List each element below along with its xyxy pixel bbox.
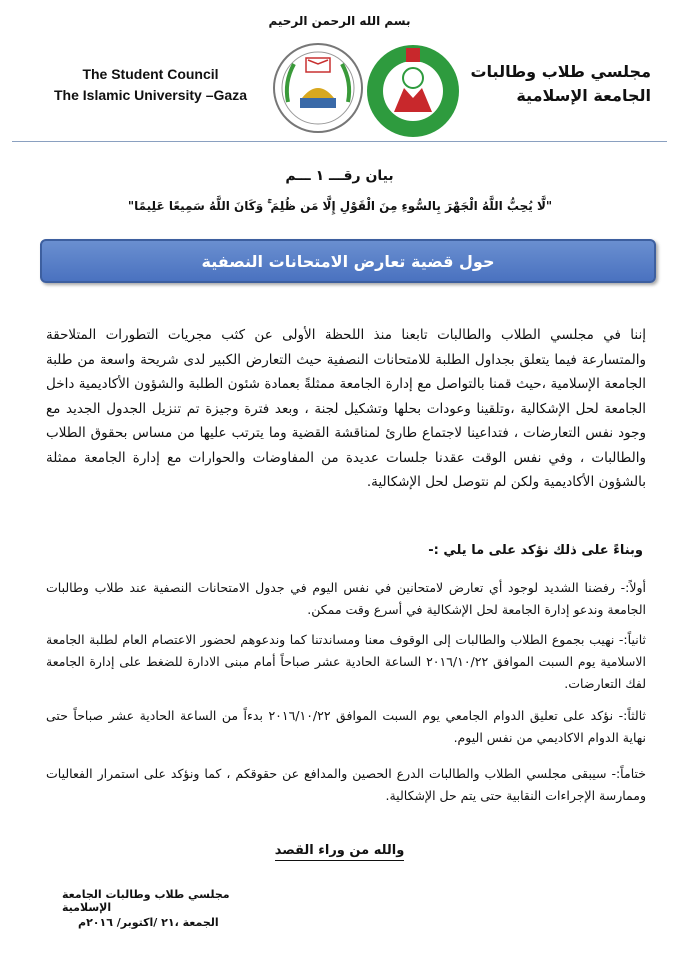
point-third-text: ثالثاً:- نؤكد على تعليق الدوام الجامعي يوم السبت الموافق ٢٠١٦/١٠/٢٢ بدءاً من الساعة الحادية عشر صباحاً حتى نهاية الدوام الاكاديمي من نفس اليوم.	[46, 708, 646, 745]
closing-text: والله من وراء القصد	[275, 843, 405, 861]
header-divider	[12, 141, 667, 142]
arabic-header-line2: الجامعة الإسلامية	[516, 86, 651, 105]
lead-line: وبناءً على ذلك نؤكد على ما يلي :-	[428, 543, 643, 558]
signature: مجلسي طلاب وطالبات الجامعة الإسلامية	[62, 888, 230, 914]
point-closing	[46, 763, 646, 807]
arabic-header-line1: مجلسي طلاب وطالبات	[470, 62, 651, 81]
intro-paragraph	[46, 323, 646, 495]
date-line: الجمعة ،٢١ /اكتوبر/ ٢٠١٦م	[78, 916, 219, 929]
male-council-emblem	[364, 42, 462, 140]
female-council-logo	[272, 42, 364, 138]
statement-title-bar	[40, 239, 656, 283]
point-second	[46, 629, 646, 695]
basmala: بسم الله الرحمن الرحيم	[268, 14, 411, 28]
intro-text: إننا في مجلسي الطلاب والطالبات تابعنا منذ اللحظة الأولى عن كثب مجريات التطورات المتلاحقة والمتسارعة فيما يتعلق بجداول الطلبة للامتحانات النصفية حيث التعارض الكبير لدى شريحة واسعة من طلبة الجامعة الإسلامية ،حيث قمنا بالتواصل مع إدارة الجامعة ممثلةً بعمادة شئون الطلبة والشؤون الأكاديمية داخل الجامعة لحل الإشكالية ،وتلقينا وعودات بحلها وتشكيل لجنة ، وبعد فترة وجيزة تم تنزيل الجدول الجديد مع وجود نفس التعارضات ، فتداعينا لاجتماع طارئ لمناقشة القضية وما يترتب عليها من مساس بحقوق الطلاب والطالبات ، وفي نفس الوقت عقدنا جلسات عديدة من المفاوضات والحوارات مع إدارة الجامعة ممثلة بالشؤون الأكاديمية ولكن لم نتوصل لحل الإشكالية.	[46, 327, 646, 490]
english-header	[28, 64, 273, 106]
closing-line	[0, 843, 679, 858]
statement-title: حول قضية تعارض الامتحانات النصفية	[201, 251, 495, 271]
point-first	[46, 577, 646, 621]
quran-verse: "لَّا يُحِبُّ اللَّهُ الْجَهْرَ بِالسُّوءِ مِنَ الْقَوْلِ إِلَّا مَن ظُلِمَ ۚ وَكَانَ اللَّهُ سَمِيعًا عَلِيمًا"	[127, 199, 553, 213]
female-council-emblem	[272, 42, 364, 134]
english-header-line2: The Islamic University –Gaza	[54, 87, 247, 103]
english-header-line1: The Student Council	[82, 66, 219, 82]
arabic-header	[451, 60, 651, 108]
point-closing-text: ختاماً:- سيبقى مجلسي الطلاب والطالبات الدرع الحصين والمدافع عن حقوقكم ، كما ونؤكد على استمرار الفعاليات وممارسة الإجراءات النقابية حتى يتم حل الإشكالية.	[46, 766, 646, 803]
male-council-logo	[364, 42, 462, 144]
point-second-text: ثانياً:- نهيب بجموع الطلاب والطالبات إلى الوقوف معنا ومساندتنا كما وندعوهم لحضور الاعتصام العام لطلبة الجامعة الاسلامية يوم السبت الموافق ٢٠١٦/١٠/٢٢ الساعة الحادية عشر صباحاً أمام مبنى الادارة للضغط على إدارة الجامعة لفك التعارضات.	[46, 632, 647, 691]
point-third	[46, 705, 646, 749]
point-first-text: أولاً:- رفضنا الشديد لوجود أي تعارض لامتحانين في نفس اليوم في جدول الامتحانات النصفية عند طلاب وطالبات الجامعة وندعو إدارة الجامعة لحل الإشكالية في أسرع وقت ممكن.	[46, 580, 646, 617]
statement-number: بيان رقـــ ١ ـــم	[285, 168, 394, 184]
